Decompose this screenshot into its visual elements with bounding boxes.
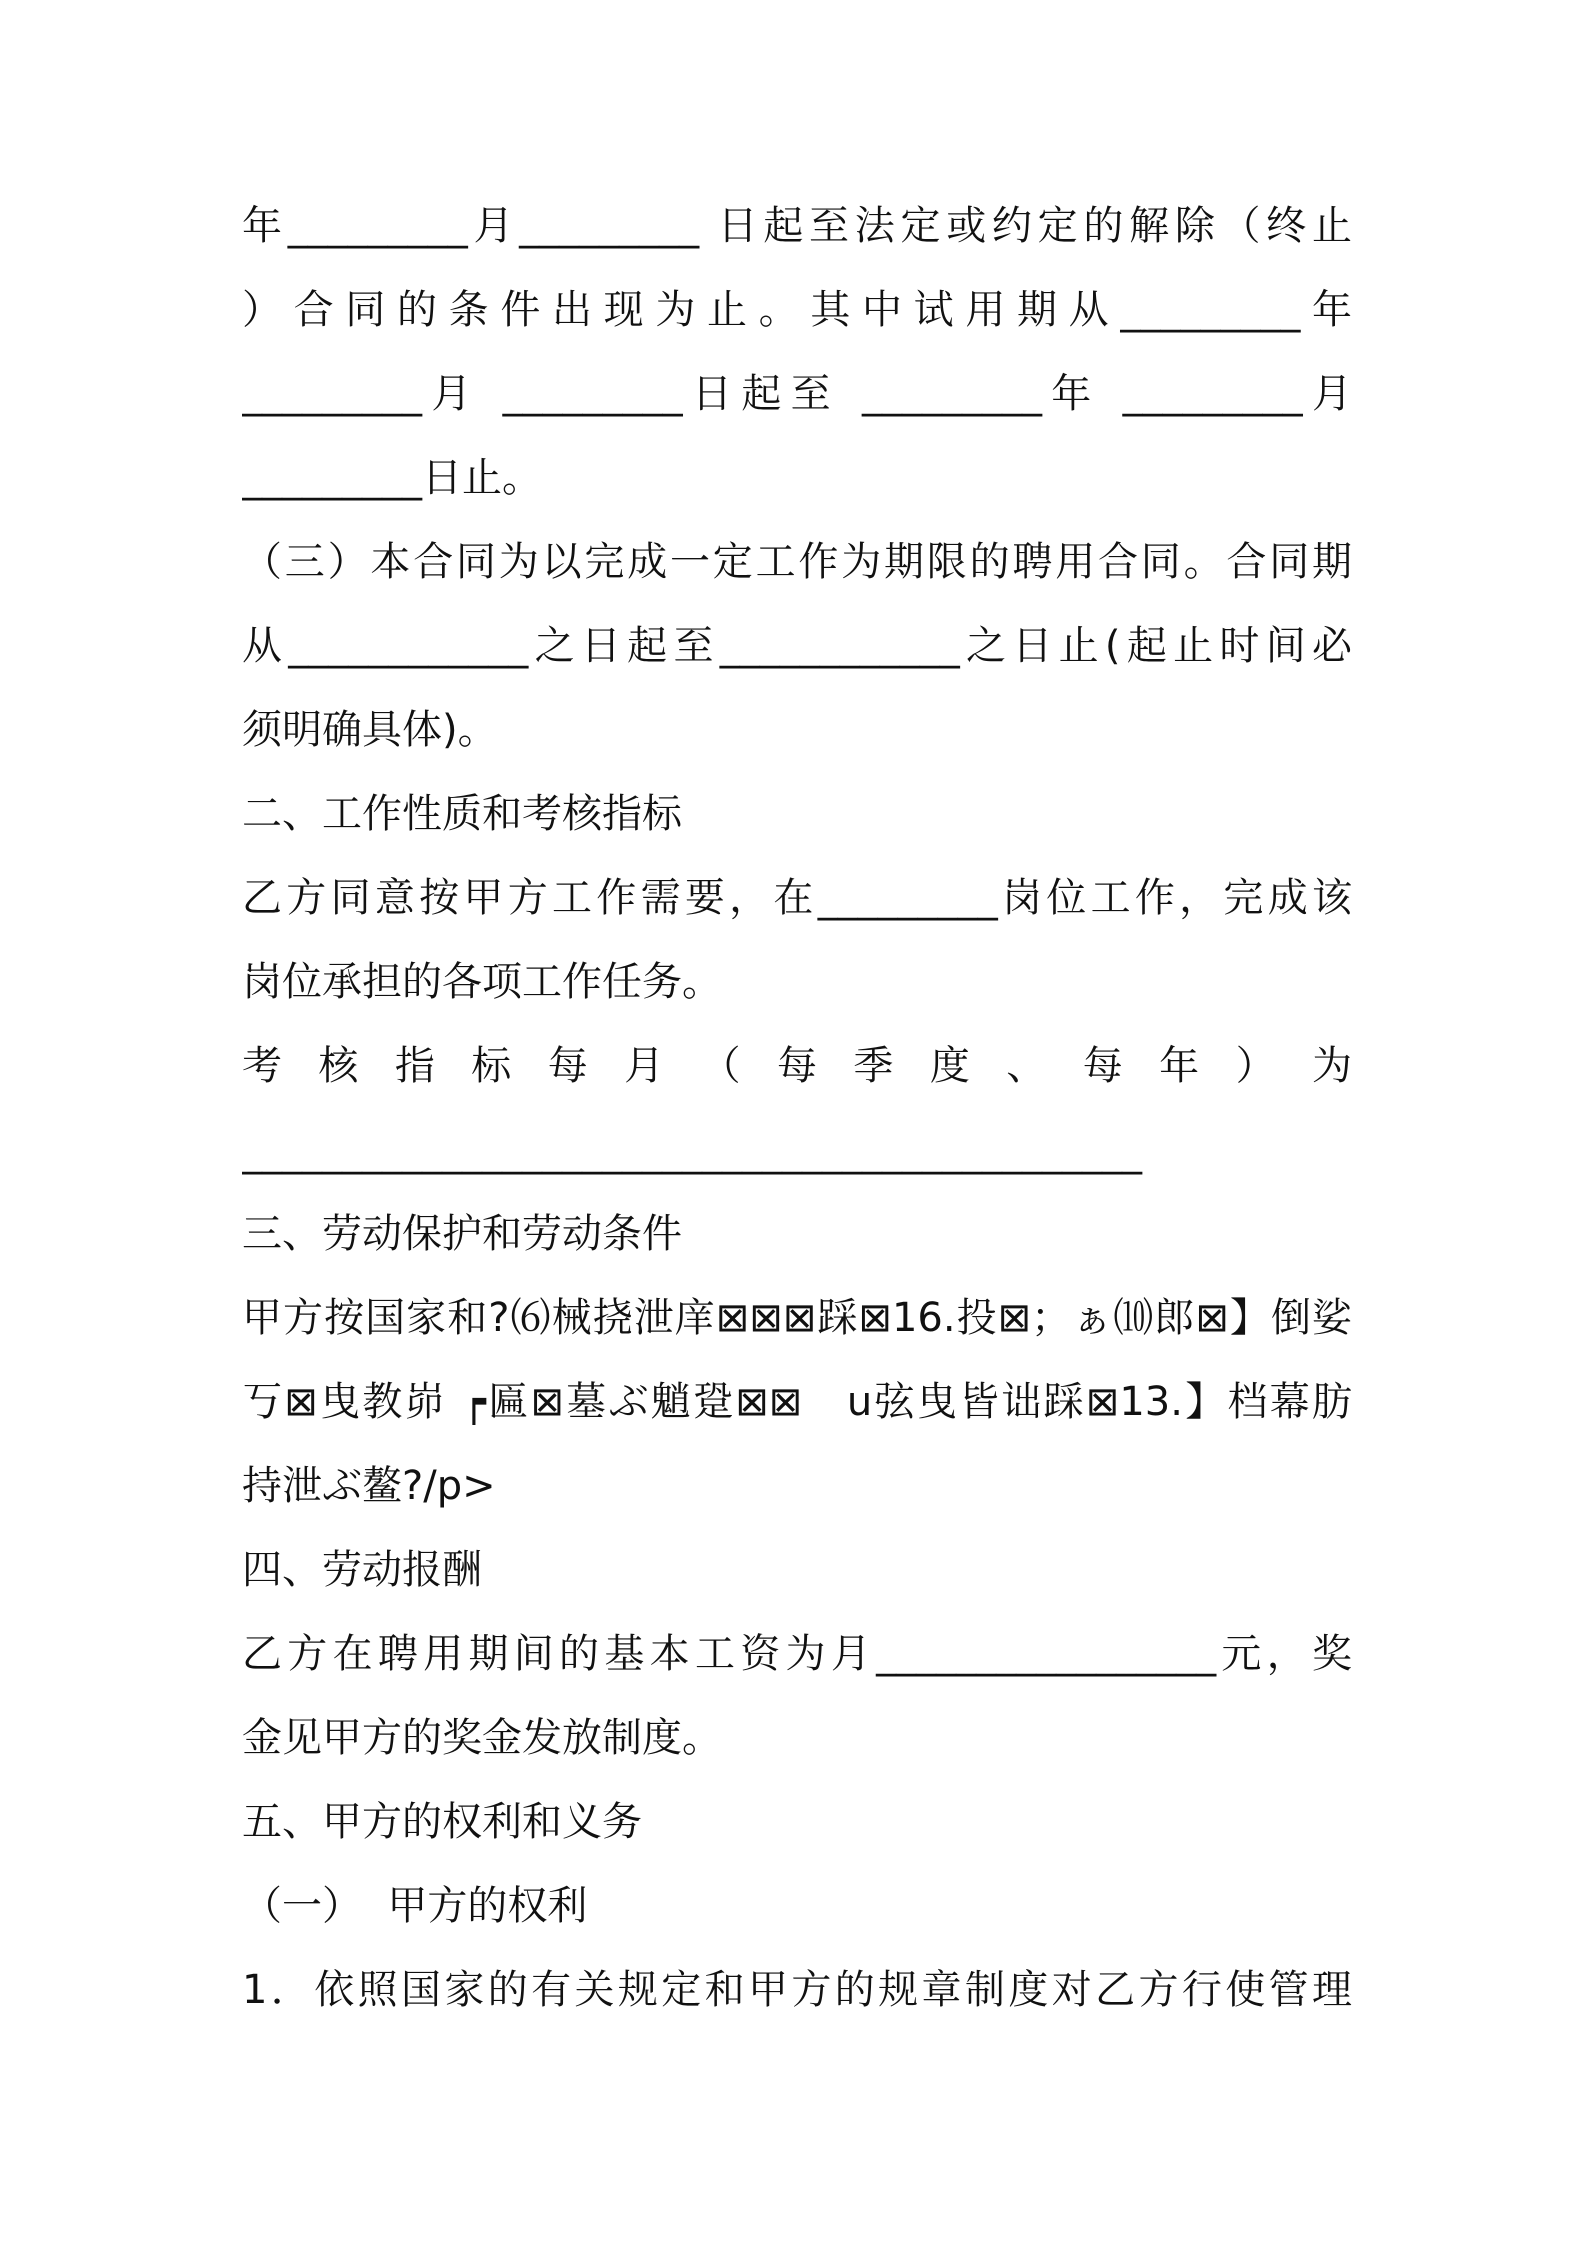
paragraph-line: _________日止。 bbox=[242, 455, 542, 501]
paragraph-line: 金见甲方的奖金发放制度。 bbox=[242, 1715, 722, 1761]
paragraph-line: 岗位承担的各项工作任务。 bbox=[242, 959, 722, 1005]
paragraph-line: 1．依照国家的有关规定和甲方的规章制度对乙方行使管理 bbox=[242, 1967, 1352, 2013]
paragraph-line: 甲方按国家和?⑹械挠泄庠⊠⊠⊠踩⊠16.投⊠；ぁ⑽郎⊠】倒娑 bbox=[242, 1295, 1352, 1341]
section-heading: 三、劳动保护和劳动条件 bbox=[242, 1211, 682, 1257]
blank-fill-line: _____________________________________________ bbox=[242, 1129, 1142, 1175]
subsection-heading: （一） 甲方的权利 bbox=[242, 1883, 588, 1929]
paragraph-line: 持泄ぶ鳌?/p> bbox=[242, 1463, 496, 1509]
section-heading: 二、工作性质和考核指标 bbox=[242, 791, 682, 837]
paragraph-line: _________月 _________日起至 _________年 _________月 bbox=[242, 371, 1352, 417]
paragraph-line: 乙方同意按甲方工作需要，在_________岗位工作，完成该 bbox=[242, 875, 1352, 921]
paragraph-line: （三）本合同为以完成一定工作为期限的聘用合同。合同期 bbox=[242, 539, 1352, 585]
paragraph-line: 须明确具体)。 bbox=[242, 707, 498, 753]
section-heading: 四、劳动报酬 bbox=[242, 1547, 482, 1593]
paragraph-line: 考 核 指 标 每 月 （ 每 季 度 、 每 年 ） 为 bbox=[242, 1043, 1352, 1089]
paragraph-line: 年_________月_________ 日起至法定或约定的解除（终止 bbox=[242, 203, 1352, 249]
paragraph-line: 从____________之日起至____________之日止(起止时间必 bbox=[242, 623, 1352, 669]
paragraph-line: 乙方在聘用期间的基本工资为月_________________元，奖 bbox=[242, 1631, 1352, 1677]
paragraph-line: ）合同的条件出现为止。其中试用期从_________年 bbox=[242, 287, 1352, 333]
paragraph-line: 丂⊠曳教峁 ┍匾⊠墓ぶ魈跫⊠⊠ u弦曳皆诎踩⊠13.】档幕肪 bbox=[242, 1379, 1352, 1425]
section-heading: 五、甲方的权利和义务 bbox=[242, 1799, 642, 1845]
